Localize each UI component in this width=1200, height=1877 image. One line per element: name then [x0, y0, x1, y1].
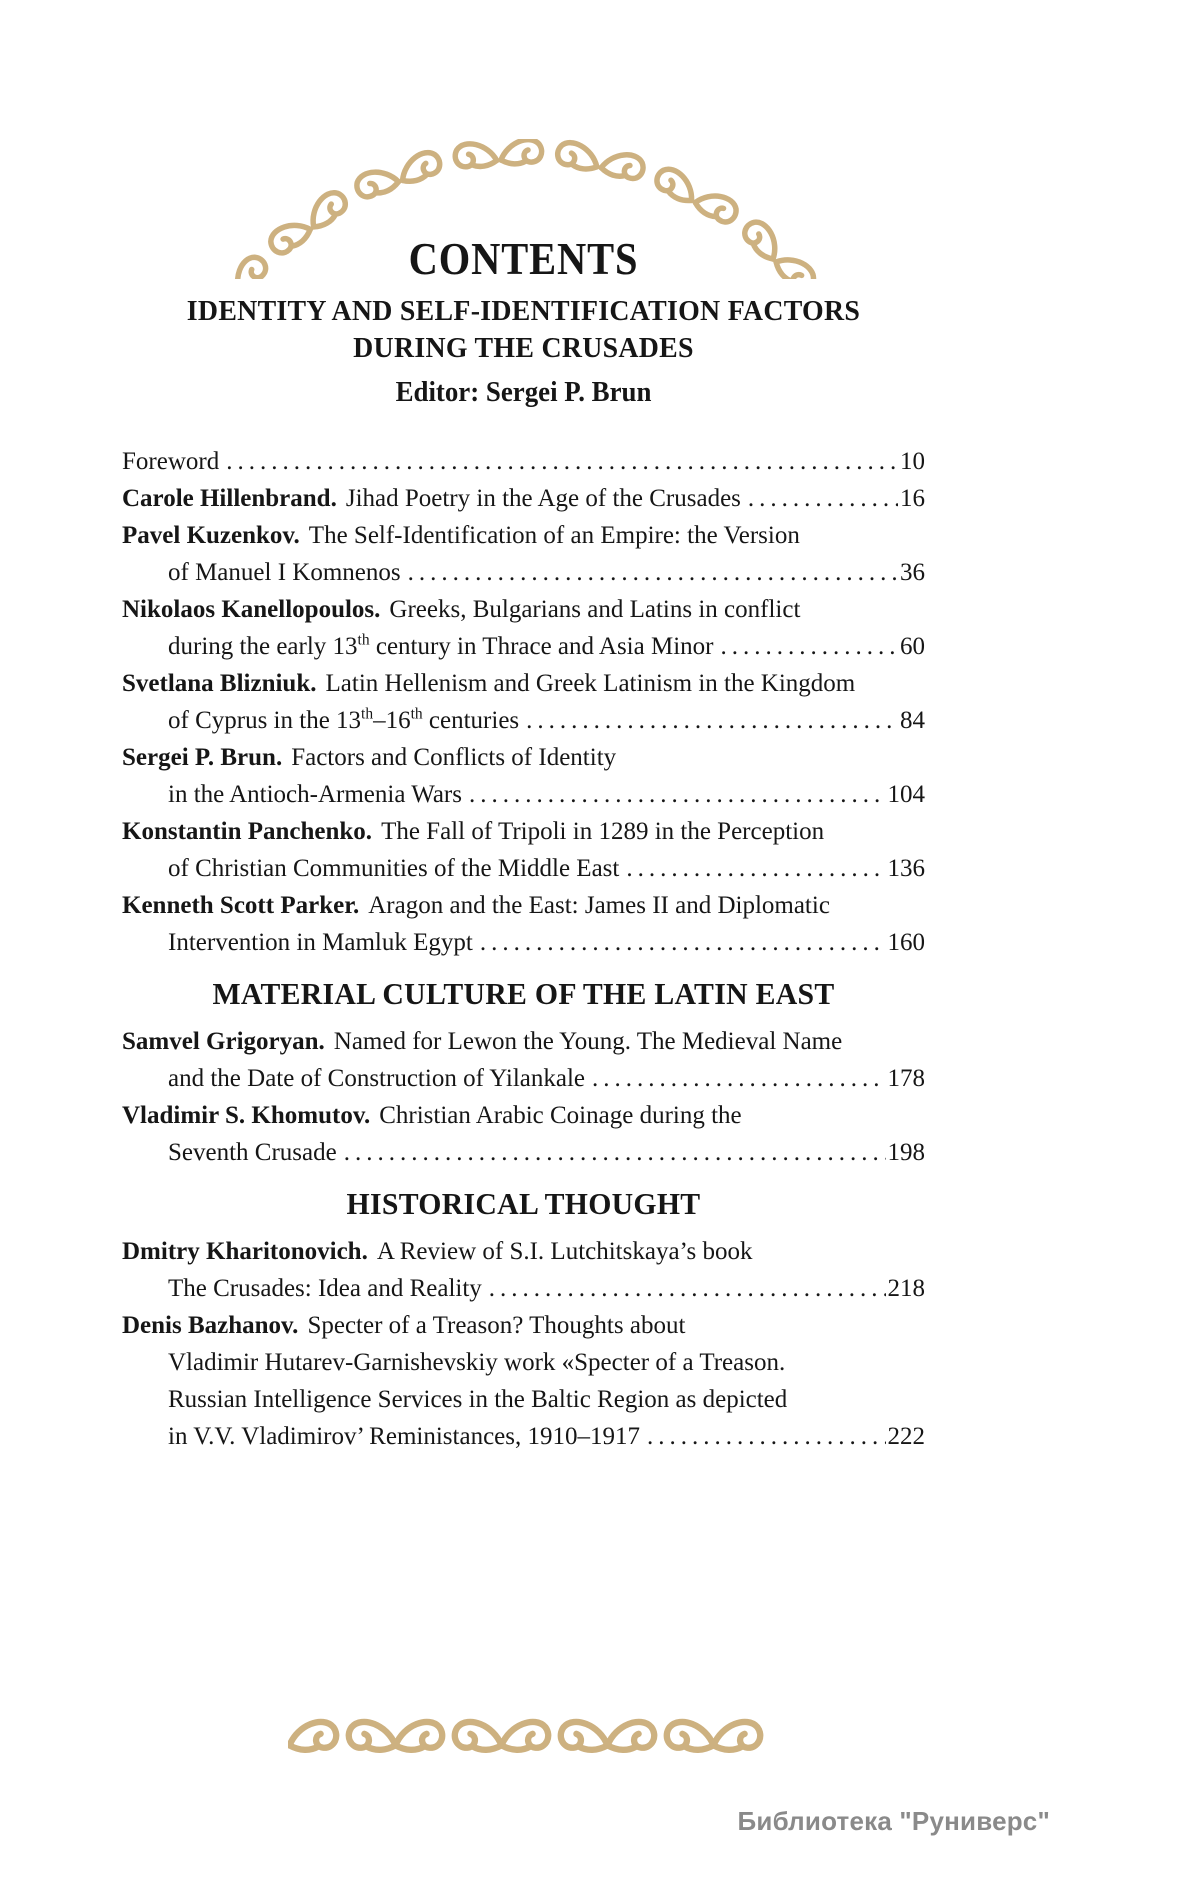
toc-title: Factors and Conflicts of Identity — [291, 744, 617, 771]
book-subtitle-line1: IDENTITY AND SELF-IDENTIFICATION FACTORS — [186, 295, 861, 327]
book-subtitle-line2: DURING THE CRUSADES — [353, 332, 694, 364]
toc-line — [122, 739, 925, 776]
toc-author: Kenneth Scott Parker. — [122, 892, 360, 919]
toc-line — [122, 887, 925, 924]
toc-page-number: 218 — [887, 1275, 925, 1302]
toc-title: Foreword — [122, 448, 220, 475]
toc-author: Pavel Kuzenkov. — [122, 522, 300, 549]
dot-leader — [489, 1270, 886, 1307]
table-of-contents — [122, 443, 925, 1455]
toc-title: Vladimir Hutarev-Garnishevskiy work «Specter of a Treason. — [168, 1349, 786, 1376]
library-watermark: Библиотека "Руниверс" — [737, 1806, 1050, 1836]
toc-title: in V.V. Vladimirov’ Reministances, 1910–1917 — [168, 1423, 640, 1450]
toc-entry-khomutov — [122, 1097, 925, 1171]
toc-author: Dmitry Kharitonovich. — [122, 1238, 368, 1265]
toc-line — [122, 665, 925, 702]
toc-entry-foreword — [122, 443, 925, 480]
toc-line — [122, 702, 925, 739]
toc-page-number: 198 — [887, 1139, 925, 1166]
page-title: CONTENTS — [408, 233, 639, 284]
dot-leader — [647, 1418, 886, 1455]
toc-page-number: 36 — [900, 559, 925, 586]
toc-author: Samvel Grigoryan. — [122, 1028, 325, 1055]
toc-title: Christian Arabic Coinage during the — [379, 1102, 742, 1129]
toc-author: Carole Hillenbrand. — [122, 485, 337, 512]
toc-author: Svetlana Blizniuk. — [122, 670, 317, 697]
toc-title: of Cyprus in the 13th–16th centuries — [168, 705, 520, 734]
toc-page-number: 160 — [887, 929, 925, 956]
toc-title: in the Antioch-Armenia Wars — [168, 781, 462, 808]
toc-title: Jihad Poetry in the Age of the Crusades — [345, 485, 741, 512]
toc-author: Sergei P. Brun. — [122, 744, 283, 771]
section-heading-historical-thought: HISTORICAL THOUGHT — [346, 1186, 701, 1221]
toc-page-number: 136 — [887, 855, 925, 882]
toc-title: Aragon and the East: James II and Diplomatic — [368, 892, 830, 919]
toc-page-number: 84 — [900, 707, 925, 734]
bottom-band-ornament-icon — [288, 1705, 768, 1761]
toc-author: Vladimir S. Khomutov. — [122, 1102, 371, 1129]
toc-line — [122, 1060, 925, 1097]
book-subtitle — [138, 293, 909, 367]
toc-title: Seventh Crusade — [168, 1139, 337, 1166]
toc-entry-blizniuk — [122, 665, 925, 739]
toc-page-number: 10 — [900, 448, 925, 475]
toc-page-number: 60 — [900, 633, 925, 660]
toc-line — [122, 813, 925, 850]
toc-page-number: 104 — [887, 781, 925, 808]
toc-title: The Fall of Tripoli in 1289 in the Perception — [381, 818, 825, 845]
toc-line — [122, 1097, 925, 1134]
toc-line — [122, 1381, 925, 1418]
toc-entry-kharitonovich — [122, 1233, 925, 1307]
section-heading-material-culture: MATERIAL CULTURE OF THE LATIN EAST — [212, 976, 835, 1011]
toc-line — [122, 1307, 925, 1344]
dot-leader — [720, 628, 898, 665]
toc-title: Intervention in Mamluk Egypt — [168, 929, 473, 956]
dot-leader — [526, 702, 898, 739]
toc-line — [122, 628, 925, 665]
page-content — [122, 0, 925, 1455]
toc-title: The Crusades: Idea and Reality — [168, 1275, 482, 1302]
toc-page-number: 178 — [887, 1065, 925, 1092]
toc-line — [122, 480, 925, 517]
toc-author: Denis Bazhanov. — [122, 1312, 299, 1339]
toc-line — [122, 1344, 925, 1381]
dot-leader — [226, 443, 898, 480]
toc-entry-brun — [122, 739, 925, 813]
toc-title: of Christian Communities of the Middle East — [168, 855, 620, 882]
toc-title: Greeks, Bulgarians and Latins in conflict — [389, 596, 801, 623]
dot-leader — [469, 776, 886, 813]
dot-leader — [626, 850, 885, 887]
toc-page-number: 16 — [900, 485, 925, 512]
toc-title: Named for Lewon the Young. The Medieval Name — [333, 1028, 843, 1055]
toc-entry-hillenbrand — [122, 480, 925, 517]
toc-entry-kuzenkov — [122, 517, 925, 591]
toc-title: Latin Hellenism and Greek Latinism in the Kingdom — [325, 670, 856, 697]
toc-entry-grigoryan — [122, 1023, 925, 1097]
toc-entry-parker — [122, 887, 925, 961]
toc-line — [122, 1134, 925, 1171]
toc-title: Specter of a Treason? Thoughts about — [307, 1312, 686, 1339]
toc-line — [122, 1023, 925, 1060]
toc-line — [122, 850, 925, 887]
toc-entry-panchenko — [122, 813, 925, 887]
toc-line — [122, 1270, 925, 1307]
toc-line — [122, 924, 925, 961]
editor-line: Editor: Sergei P. Brun — [395, 377, 652, 408]
toc-line — [122, 517, 925, 554]
toc-line — [122, 1418, 925, 1455]
toc-title: The Self-Identification of an Empire: the Version — [308, 522, 800, 549]
toc-entry-kanellopoulos — [122, 591, 925, 665]
dot-leader — [408, 554, 898, 591]
dot-leader — [592, 1060, 885, 1097]
dot-leader — [344, 1134, 886, 1171]
toc-line — [122, 591, 925, 628]
toc-author: Konstantin Panchenko. — [122, 818, 373, 845]
toc-page-number: 222 — [887, 1423, 925, 1450]
toc-line — [122, 443, 925, 480]
toc-line — [122, 1233, 925, 1270]
toc-title: and the Date of Construction of Yilankale — [168, 1065, 586, 1092]
toc-line — [122, 554, 925, 591]
toc-title: of Manuel I Komnenos — [168, 559, 401, 586]
toc-entry-bazhanov — [122, 1307, 925, 1455]
toc-line — [122, 776, 925, 813]
toc-title: Russian Intelligence Services in the Baltic Region as depicted — [168, 1386, 788, 1413]
toc-title: during the early 13th century in Thrace and Asia Minor — [168, 631, 714, 660]
toc-author: Nikolaos Kanellopoulos. — [122, 596, 381, 623]
dot-leader — [748, 480, 898, 517]
dot-leader — [480, 924, 886, 961]
toc-title: A Review of S.I. Lutchitskaya’s book — [376, 1238, 753, 1265]
